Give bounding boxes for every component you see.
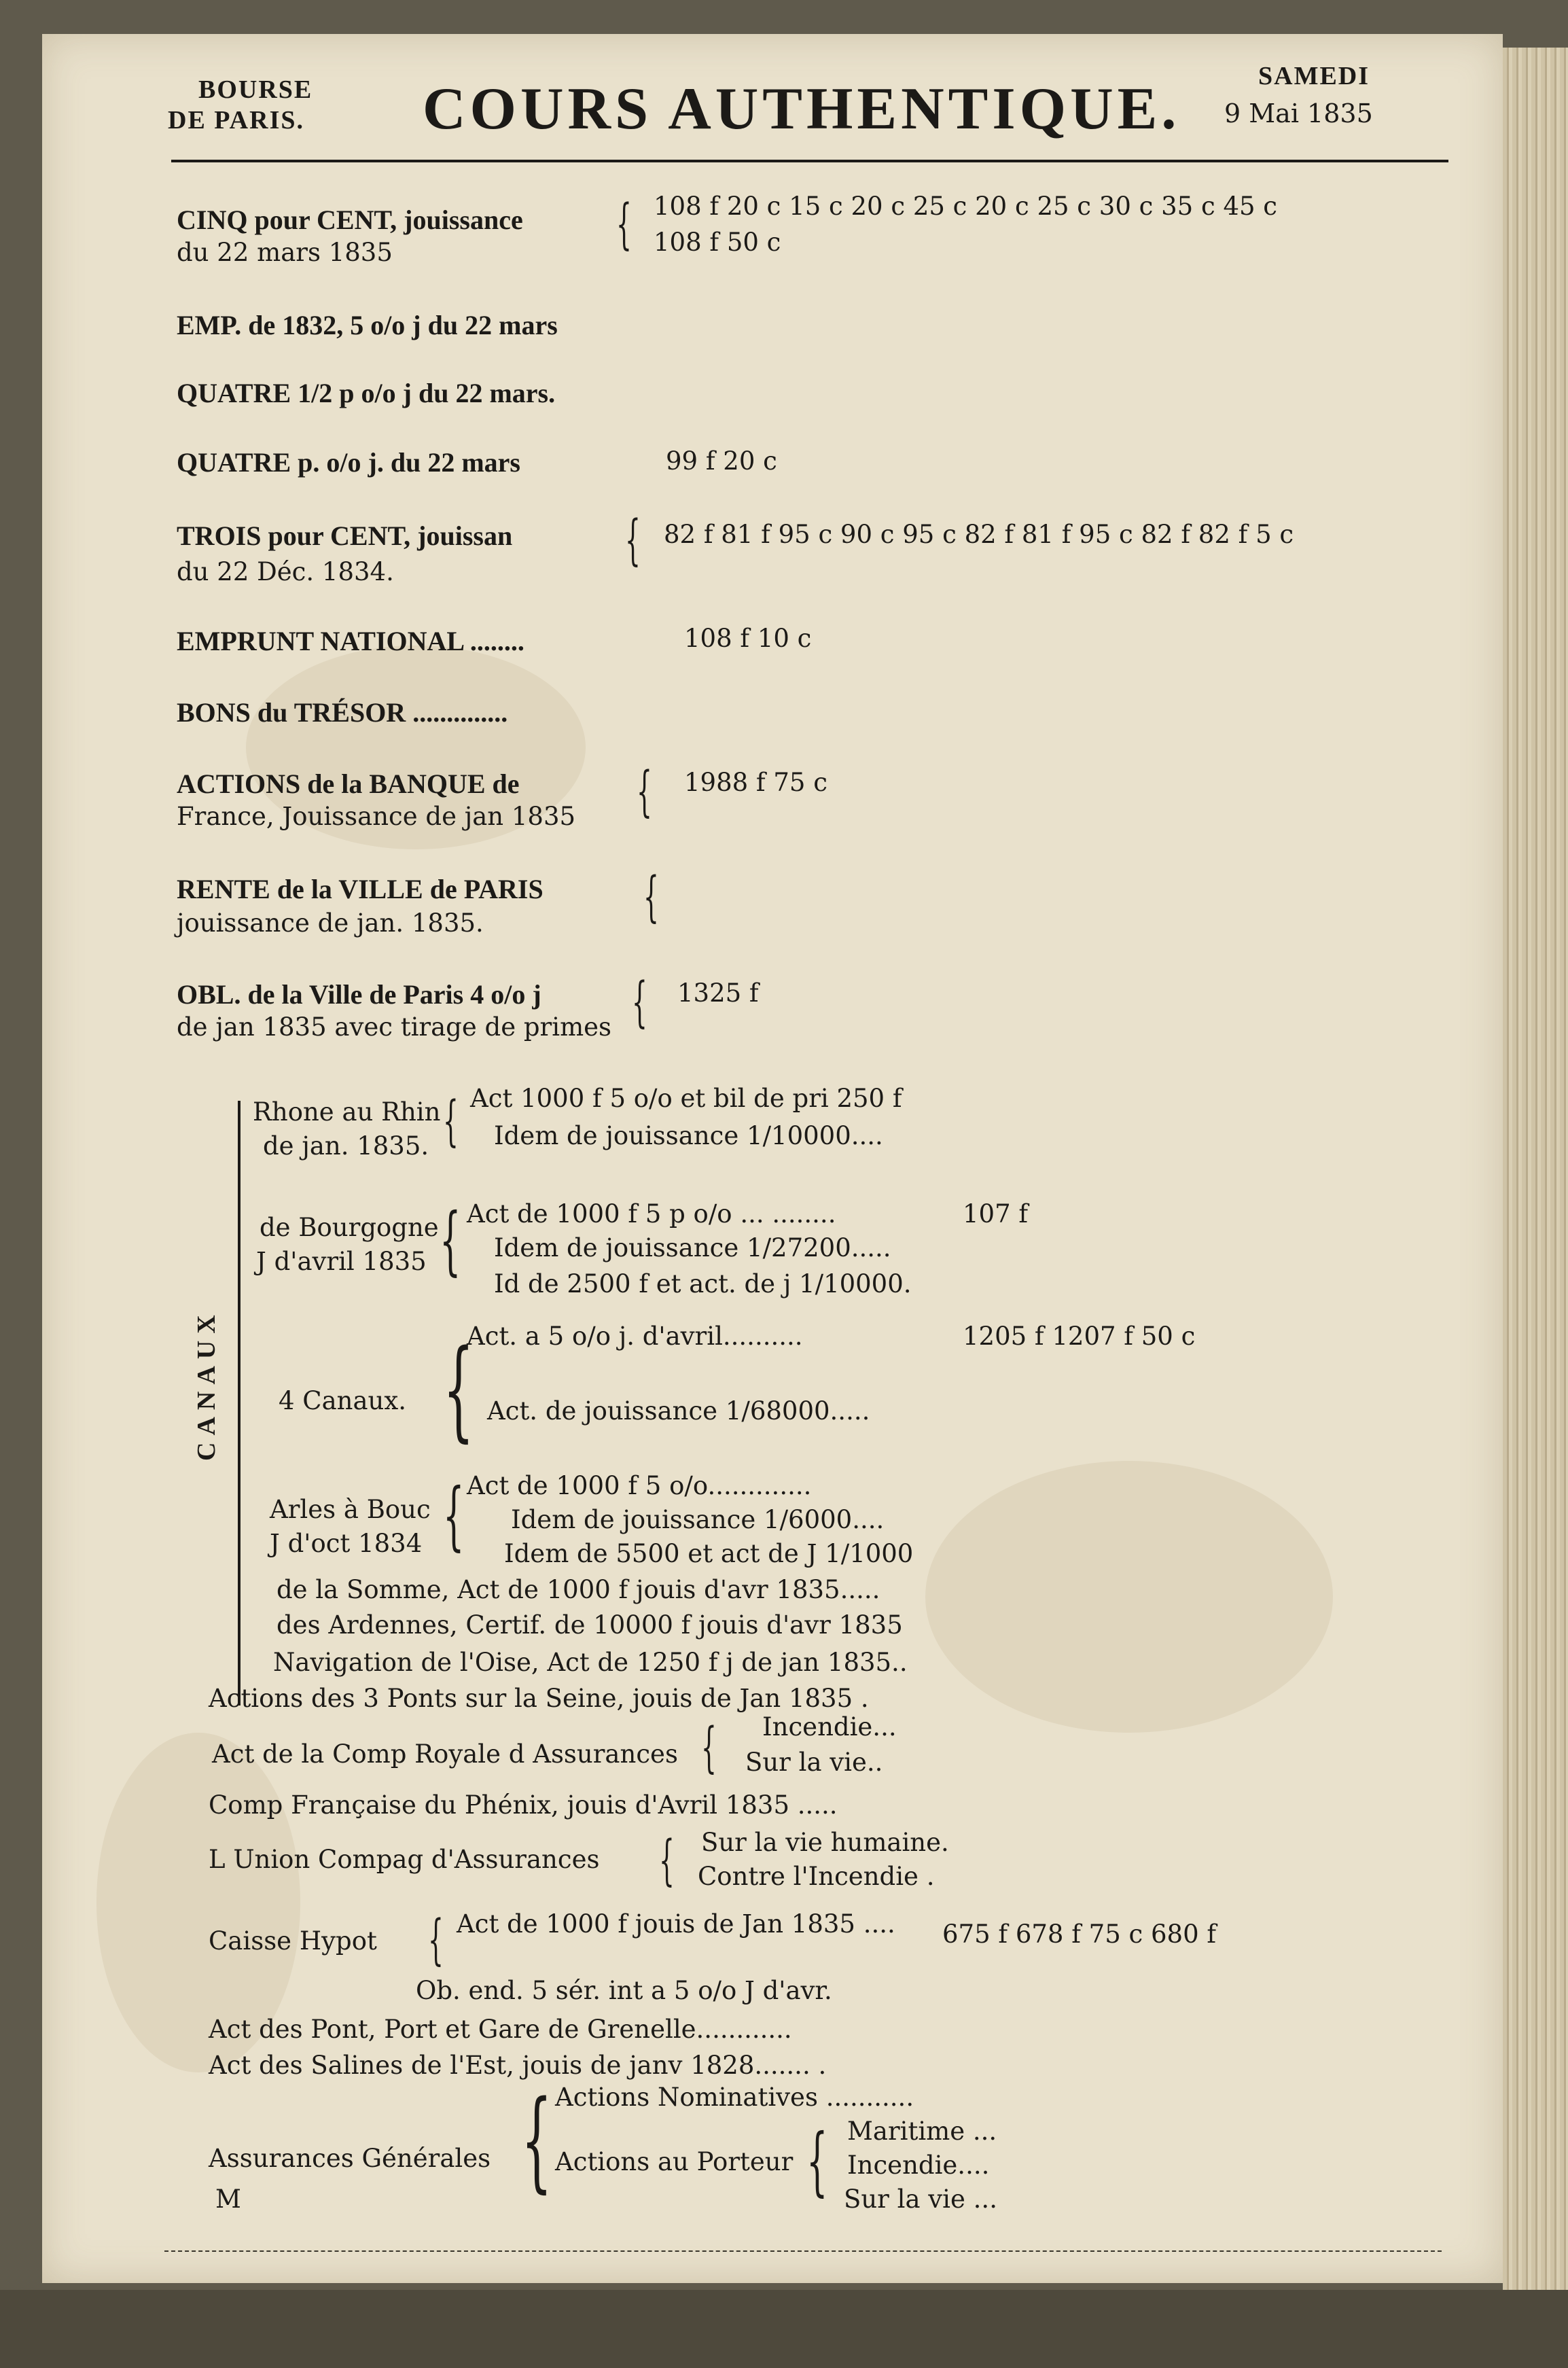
royale-opt-2: Sur la vie.. [745,1748,883,1777]
arles-line-2: Idem de jouissance 1/6000.... [511,1505,885,1534]
rente-label-1: RENTE de la VILLE de PARIS [177,874,544,904]
caisse-label: Caisse Hypot [209,1926,377,1956]
bourgogne-name-1: de Bourgogne [260,1213,439,1242]
generales-porteur: Actions au Porteur [555,2147,794,2176]
generales-brace: { [521,2077,552,2204]
header-day: SAMEDI [1258,62,1370,90]
rente-label-2: jouissance de jan. 1835. [177,908,484,938]
obl-label-2: de jan 1835 avec tirage de primes [177,1012,612,1042]
rhone-line-2: Idem de jouissance 1/10000.... [494,1121,883,1150]
generales-opt-3: Sur la vie ... [844,2185,997,2214]
ardennes-line: des Ardennes, Certif. de 10000 f jouis d'avr 1835 [277,1610,903,1640]
rhone-brace: { [443,1089,459,1152]
bourgogne-line-3: Id de 2500 f et act. de j 1/10000. [494,1269,912,1298]
arles-brace: { [443,1472,465,1559]
banque-brace: { [637,760,652,823]
somme-line: de la Somme, Act de 1000 f jouis d'avr 1835..... [277,1575,880,1604]
quatre-canaux-brace: { [443,1326,474,1453]
banque-value: 1988 f 75 c [684,768,827,797]
union-opt-1: Sur la vie humaine. [701,1828,949,1857]
background-bottom [0,2290,1568,2368]
canaux-label: CANAUX [192,1308,221,1461]
union-label: L Union Compag d'Assurances [209,1845,600,1874]
emprunt-label: EMPRUNT NATIONAL ........ [177,626,524,656]
emprunt-value: 108 f 10 c [684,624,812,653]
caisse-brace: { [428,1908,444,1971]
cinq-value-1: 108 f 20 c 15 c 20 c 25 c 20 c 25 c 30 c 35 c 45 c [654,192,1278,221]
caisse-line-1: Act de 1000 f jouis de Jan 1835 .... [457,1909,895,1939]
royale-brace: { [701,1716,717,1779]
bourgogne-value: 107 f [963,1199,1029,1229]
obl-value: 1325 f [677,978,759,1008]
caisse-line-2: Ob. end. 5 sér. int a 5 o/o J d'avr. [416,1976,832,2005]
emp-label: EMP. de 1832, 5 o/o j du 22 mars [177,310,558,340]
bourgogne-line-2: Idem de jouissance 1/27200..... [494,1233,891,1262]
quatre-demi-label: QUATRE 1/2 p o/o j du 22 mars. [177,378,556,408]
rhone-name-2: de jan. 1835. [263,1131,429,1161]
quatre-canaux-line-2: Act. de jouissance 1/68000..... [487,1396,870,1426]
royale-opt-1: Incendie... [762,1712,897,1742]
header-bourse: BOURSE [198,75,313,104]
bottom-rule [164,2250,1442,2252]
obl-label-1: OBL. de la Ville de Paris 4 o/o j [177,979,541,1010]
arles-name-2: J d'oct 1834 [270,1529,423,1558]
cinq-label-1: CINQ pour CENT, jouissance [177,205,523,235]
quatre-canaux-value: 1205 f 1207 f 50 c [963,1322,1196,1351]
bourgogne-line-1: Act de 1000 f 5 p o/o ... ........ [467,1199,836,1229]
header-de-paris: DE PARIS. [168,106,304,135]
bons-label: BONS du TRÉSOR .............. [177,697,508,728]
trois-value: 82 f 81 f 95 c 90 c 95 c 82 f 81 f 95 c 82 f 82 f 5 c [664,520,1294,549]
generales-label: Assurances Générales [209,2144,491,2173]
page-title: COURS AUTHENTIQUE. [423,76,1181,142]
generales-opt-1: Maritime ... [847,2117,997,2146]
page-edges [1503,48,1568,2290]
generales-opt-2: Incendie.... [847,2151,990,2180]
salines-line: Act des Salines de l'Est, jouis de janv 1828....... . [209,2051,827,2080]
document-page [42,34,1503,2283]
banque-label-1: ACTIONS de la BANQUE de [177,768,520,799]
canaux-bar [238,1101,240,1706]
quatre-value: 99 f 20 c [666,446,777,476]
union-brace: { [659,1828,675,1892]
rente-brace: { [643,865,659,928]
arles-name-1: Arles à Bouc [270,1495,431,1524]
trois-brace: { [625,508,641,571]
caisse-value: 675 f 678 f 75 c 680 f [942,1920,1217,1949]
rhone-name-1: Rhone au Rhin [253,1097,441,1127]
porteur-brace: { [806,2117,828,2204]
arles-line-3: Idem de 5500 et act de J 1/1000 [504,1539,914,1568]
oise-line: Navigation de l'Oise, Act de 1250 f j de jan 1835.. [273,1648,908,1677]
generales-sub: M [215,2185,241,2214]
banque-label-2: France, Jouissance de jan 1835 [177,802,576,831]
arles-line-1: Act de 1000 f 5 o/o............. [467,1471,812,1500]
bourgogne-brace: { [440,1197,461,1284]
generales-nominatives: Actions Nominatives ........... [555,2083,914,2112]
header-rule [171,160,1448,162]
obl-brace: { [632,970,647,1033]
rhone-line-1: Act 1000 f 5 o/o et bil de pri 250 f [470,1084,902,1113]
phenix-line: Comp Française du Phénix, jouis d'Avril 1835 ..... [209,1790,838,1820]
cinq-label-2: du 22 mars 1835 [177,238,393,267]
ponts-line: Actions des 3 Ponts sur la Seine, jouis de Jan 1835 . [209,1684,869,1713]
quatre-label: QUATRE p. o/o j. du 22 mars [177,447,520,478]
cinq-brace: { [616,192,632,255]
quatre-canaux-name: 4 Canaux. [279,1386,407,1415]
header-date: 9 Mai 1835 [1224,99,1373,128]
cinq-value-2: 108 f 50 c [654,228,781,257]
trois-label-1: TROIS pour CENT, jouissan [177,520,513,551]
trois-label-2: du 22 Déc. 1834. [177,557,394,586]
royale-label: Act de la Comp Royale d Assurances [212,1739,678,1769]
grenelle-line: Act des Pont, Port et Gare de Grenelle............ [209,2015,792,2044]
quatre-canaux-line-1: Act. a 5 o/o j. d'avril.......... [467,1322,803,1351]
bourgogne-name-2: J d'avril 1835 [256,1247,427,1276]
union-opt-2: Contre l'Incendie . [698,1862,935,1891]
